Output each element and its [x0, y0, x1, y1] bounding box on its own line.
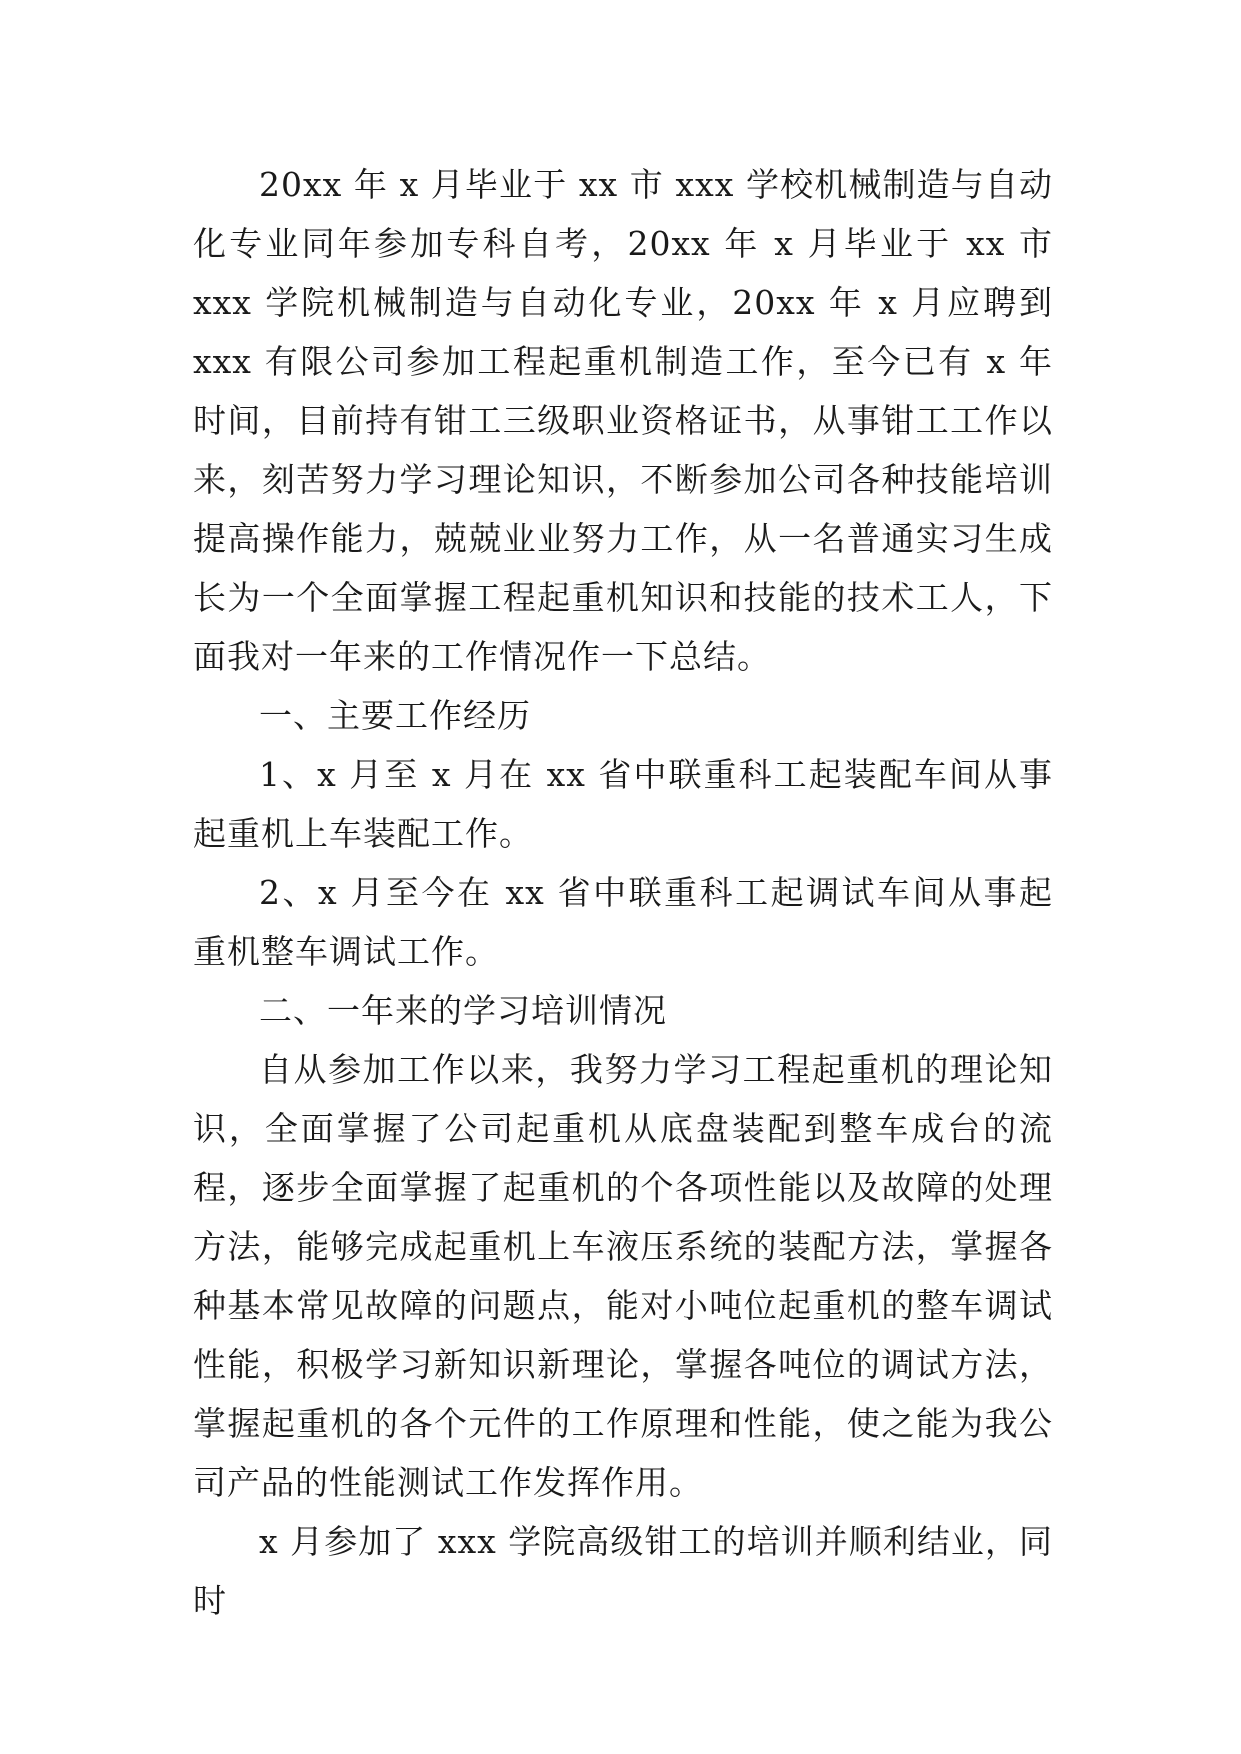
list-item-experience-1: 1、x 月至 x 月在 xx 省中联重科工起装配车间从事起重机上车装配工作。: [193, 755, 1053, 853]
paragraph-training: 自从参加工作以来，我努力学习工程起重机的理论知识，全面掌握了公司起重机从底盘装配到整车成台的流程，逐步全面掌握了起重机的个各项性能以及故障的处理方法，能够完成起重机上车液压系统的装配方法，掌握各种基本常见故障的问题点，能对小吨位起重机的整车调试性能，积极学习新知识新理论，掌握各吨位的调试方法，掌握起重机的各个元件的工作原理和性能，使之能为我公司产品的性能测试工作发挥作用。: [193, 1050, 1053, 1502]
section-heading-training: 二、一年来的学习培训情况: [259, 991, 667, 1030]
body-text: [193, 155, 1053, 1630]
list-item-experience-2: 2、x 月至今在 xx 省中联重科工起调试车间从事起重机整车调试工作。: [193, 873, 1053, 971]
paragraph-intro: 20xx 年 x 月毕业于 xx 市 xxx 学校机械制造与自动化专业同年参加专科自考，20xx 年 x 月毕业于 xx 市 xxx 学院机械制造与自动化专业，20xx 年 x 月应聘到 xxx 有限公司参加工程起重机制造工作，至今已有 x 年时间，目前持有钳工三级职业资格证书，从事钳工工作以来，刻苦努力学习理论知识，不断参加公司各种技能培训提高操作能力，兢兢业业努力工作，从一名普通实习生成长为一个全面掌握工程起重机知识和技能的技术工人，下面我对一年来的工作情况作一下总结。: [193, 165, 1053, 676]
section-heading-work-experience: 一、主要工作经历: [259, 696, 531, 735]
paragraph-training-continued: x 月参加了 xxx 学院高级钳工的培训并顺利结业，同时: [193, 1522, 1053, 1620]
